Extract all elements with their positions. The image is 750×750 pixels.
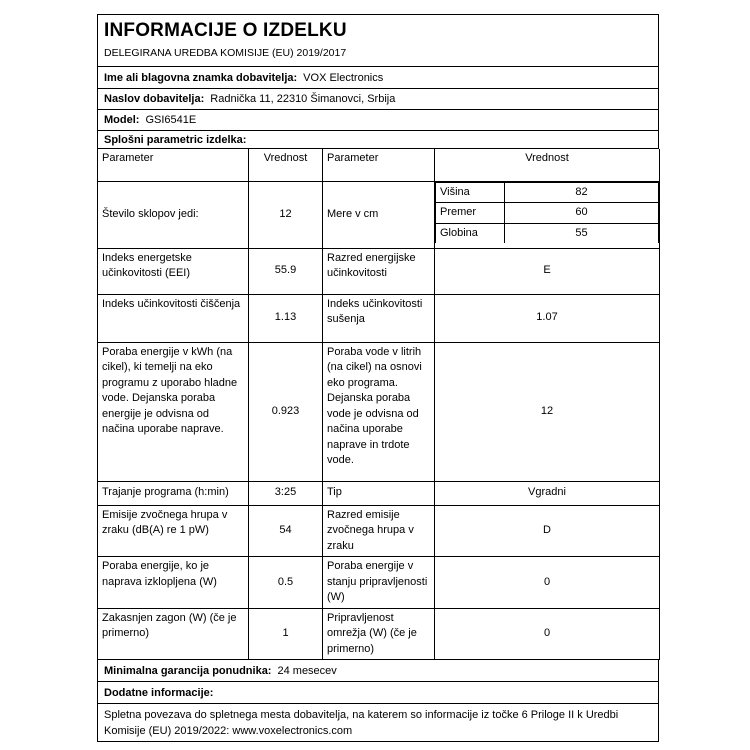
- energy-class-value: E: [435, 248, 660, 294]
- params-heading-row: [97, 131, 659, 149]
- dimensions-subtable: [435, 182, 659, 244]
- column-header-value: Vrednost: [249, 149, 323, 181]
- place-settings-value: 12: [249, 181, 323, 248]
- drying-index-value: 1.07: [435, 294, 660, 342]
- table-header-row: [98, 149, 660, 181]
- table-row: [98, 342, 660, 481]
- supplier-address-value: Radnička 11, 22310 Šimanovci, Srbija: [210, 93, 396, 105]
- supplier-address-label: Naslov dobavitelja:: [104, 93, 205, 105]
- table-row: [98, 505, 660, 557]
- noise-class-label: Razred emisije zvočnega hrupa v zraku: [323, 505, 435, 557]
- table-row: [98, 294, 660, 342]
- standby-value: 0: [435, 557, 660, 609]
- width-value: 60: [505, 203, 659, 224]
- type-label: Tip: [323, 481, 435, 505]
- network-standby-value: 0: [435, 608, 660, 660]
- noise-class-value: D: [435, 505, 660, 557]
- water-consumption-value: 12: [435, 342, 660, 481]
- supplier-name-value: VOX Electronics: [303, 71, 384, 84]
- place-settings-label: Število sklopov jedi:: [98, 181, 249, 248]
- supplier-name-label: Ime ali blagovna znamka dobavitelja:: [104, 71, 298, 84]
- page-title: INFORMACIJE O IZDELKU: [104, 20, 347, 41]
- warranty-value: 24 mesecev: [277, 664, 337, 677]
- dimensions-label: Mere v cm: [323, 181, 435, 248]
- drying-index-label: Indeks učinkovitosti sušenja: [323, 294, 435, 342]
- dimensions-cell: [435, 181, 660, 248]
- off-mode-value: 0.5: [249, 557, 323, 609]
- width-label: Premer: [436, 203, 505, 224]
- noise-emission-label: Emisije zvočnega hrupa v zraku (dB(A) re 1 pW): [98, 505, 249, 557]
- column-header-value-2: Vrednost: [435, 149, 660, 181]
- warranty-row: [97, 660, 659, 682]
- type-value: Vgradni: [435, 481, 660, 505]
- eei-label: Indeks energetske učinkovitosti (EEI): [98, 248, 249, 294]
- cleaning-index-value: 1.13: [249, 294, 323, 342]
- additional-info-text: Spletna povezava do spletnega mesta dobavitelja, na katerem so informacije iz točke 6 Priloge II k Uredbi Komisije (EU) 2019/2022: www.voxelectronics.com: [97, 704, 659, 742]
- regulation-subtitle: DELEGIRANA UREDBA KOMISIJE (EU) 2019/2017: [104, 47, 347, 59]
- warranty-label: Minimalna garancija ponudnika:: [104, 664, 272, 677]
- depth-value: 55: [505, 223, 659, 243]
- additional-info-row: [97, 682, 659, 704]
- off-mode-label: Poraba energije, ko je naprava izklopljena (W): [98, 557, 249, 609]
- delay-start-label: Zakasnjen zagon (W) (če je primerno): [98, 608, 249, 660]
- program-duration-label: Trajanje programa (h:min): [98, 481, 249, 505]
- eei-value: 55.9: [249, 248, 323, 294]
- model-value: GSI6541E: [145, 114, 197, 126]
- additional-info-label: Dodatne informacije:: [104, 686, 214, 699]
- energy-consumption-label: Poraba energije v kWh (na cikel), ki temelji na eko programu z uporabo hladne vode. Dejanska poraba energije je odvisna od načina uporabe naprave.: [98, 342, 249, 481]
- height-label: Višina: [436, 182, 505, 203]
- table-row: [98, 557, 660, 609]
- supplier-address-row: [97, 89, 659, 110]
- table-row: [98, 248, 660, 294]
- energy-consumption-value: 0.923: [249, 342, 323, 481]
- noise-emission-value: 54: [249, 505, 323, 557]
- energy-class-label: Razred energijske učinkovitosti: [323, 248, 435, 294]
- model-row: [97, 110, 659, 131]
- depth-label: Globina: [436, 223, 505, 243]
- parameters-table: [97, 149, 660, 660]
- column-header-parameter-2: Parameter: [323, 149, 435, 181]
- network-standby-label: Pripravljenost omrežja (W) (če je primerno): [323, 608, 435, 660]
- params-heading: Splošni parametric izdelka:: [104, 133, 247, 146]
- water-consumption-label: Poraba vode v litrih (na cikel) na osnovi eko programa. Dejanska poraba vode je odvisna od načina uporabe naprave in trdote vode.: [323, 342, 435, 481]
- model-label: Model:: [104, 114, 140, 126]
- cleaning-index-label: Indeks učinkovitosti čiščenja: [98, 294, 249, 342]
- delay-start-value: 1: [249, 608, 323, 660]
- supplier-name-row: [97, 67, 659, 89]
- height-value: 82: [505, 182, 659, 203]
- table-row: [98, 608, 660, 660]
- product-information-sheet: [97, 14, 659, 742]
- program-duration-value: 3:25: [249, 481, 323, 505]
- table-row: [98, 181, 660, 248]
- table-row: [98, 481, 660, 505]
- column-header-parameter: Parameter: [98, 149, 249, 181]
- sheet-header: [97, 14, 659, 67]
- standby-label: Poraba energije v stanju pripravljenosti (W): [323, 557, 435, 609]
